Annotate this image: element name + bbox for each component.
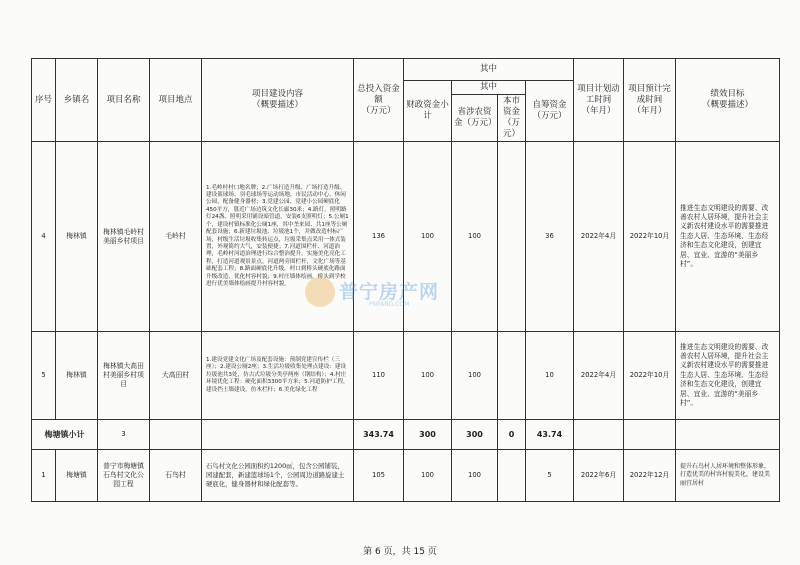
header-provincial: 省涉农资金（万元） bbox=[452, 95, 498, 142]
watermark-icon bbox=[305, 277, 335, 307]
row-town: 梅塘镇 bbox=[56, 450, 98, 502]
header-seq: 序号 bbox=[32, 59, 56, 142]
header-start: 项目计划动工时间 （年月） bbox=[574, 59, 624, 142]
row-city bbox=[498, 450, 526, 502]
row-self: 10 bbox=[526, 332, 574, 420]
subtotal-city: 0 bbox=[498, 420, 526, 450]
row-content: 石鸟村文化公园面积约1200㎡，包含公园铺装，园建配套，新建篮球场1个，公园周边道路旋建土硬底化，健身器材和绿化配套等。 bbox=[202, 450, 354, 502]
row-goal: 提升石鸟村人居环境和整体形象，打造优美的村容村貌美化，建设美丽宜居村 bbox=[676, 450, 780, 502]
row-start: 2022年6月 bbox=[574, 450, 624, 502]
row-content: 1.毛岭村村口地名牌；2.广场打造升级、广场打造升级、建设篮球场、羽毛球场等运动场地、市民活动中心、休闲公园，配备健身器材；3.党建公园、党建小公园硬底化450平方，篡近广场边筑文化长廊30米；4.路灯、照明路灯24盏、照明采用铺设暗管道，安装6支照明灯；5.公厕1个，建设村镇标准化公厕1座，其中垄来园、共1座等公厕配套设施；6.新建垃圾池、垃圾池1个，并做改造村标广场，村级生活垃圾收集转运点，垃圾采集点采用一体式装置，外观简约大气，安装便捷；7.河道围栏杆、河道治理，毛岭村河道治理进行综合整治提升，实施美化亮化工程，打造河道观景景点，河道两旁围栏杆，文化广场等基础配套工程；8.路面硬底化升级，村口到桥头硬底化路面升级改造，优化村容村貌；9.村庄墙体绘画，桥头到学校进行优美墙体绘画提升村容村貌。 bbox=[202, 142, 354, 332]
row-project-name: 普宁市梅塘镇石鸟村文化公园工程 bbox=[98, 450, 150, 502]
row-town: 梅林镇 bbox=[56, 332, 98, 420]
row-self: 36 bbox=[526, 142, 574, 332]
subtotal-total: 343.74 bbox=[354, 420, 404, 450]
table-row bbox=[32, 450, 780, 502]
subtotal-label: 梅塘镇小计 bbox=[32, 420, 98, 450]
watermark-text: 普宁房产网 bbox=[339, 281, 440, 303]
row-provincial: 100 bbox=[452, 450, 498, 502]
row-location: 毛岭村 bbox=[150, 142, 202, 332]
row-project-name: 梅林镇大高田村美丽乡村项目 bbox=[98, 332, 150, 420]
row-seq: 1 bbox=[32, 450, 56, 502]
subtotal-row bbox=[32, 420, 780, 450]
row-location: 大高田村 bbox=[150, 332, 202, 420]
header-fiscal: 财政资金小计 bbox=[404, 81, 452, 142]
row-start: 2022年4月 bbox=[574, 142, 624, 332]
header-finish: 项目预计完成时间 （年月） bbox=[624, 59, 676, 142]
row-project-name: 梅林镇毛岭村美丽乡村项目 bbox=[98, 142, 150, 332]
header-total: 总投入资金额 （万元） bbox=[354, 59, 404, 142]
header-of-which-2: 其中 bbox=[452, 81, 526, 95]
row-total: 110 bbox=[354, 332, 404, 420]
row-seq: 5 bbox=[32, 332, 56, 420]
subtotal-count: 3 bbox=[98, 420, 150, 450]
header-location: 项目地点 bbox=[150, 59, 202, 142]
header-self-funds: 自筹资金（万元） bbox=[526, 81, 574, 142]
row-self: 5 bbox=[526, 450, 574, 502]
row-fiscal: 100 bbox=[404, 142, 452, 332]
row-seq: 4 bbox=[32, 142, 56, 332]
subtotal-self: 43.74 bbox=[526, 420, 574, 450]
header-of-which: 其中 bbox=[404, 59, 574, 81]
row-content: 1.建设党建文化广场及配套设施：预制党建宣传栏（三座）；2.建设公厕2座；3.生活垃圾收集处理点建设：建设垃圾池共3处，仿古式垃圾分类亭两座（钢结构）；4.村庄环境优化工程：硬化面积3300平方米；5.河道防护工程，建设挡土墙建设，仿木栏杆；6.美化绿化工程 bbox=[202, 332, 354, 420]
row-city bbox=[498, 332, 526, 420]
row-start: 2022年4月 bbox=[574, 332, 624, 420]
page-footer: 第 6 页，共 15 页 bbox=[363, 547, 437, 557]
row-provincial: 100 bbox=[452, 332, 498, 420]
header-town: 乡镇名 bbox=[56, 59, 98, 142]
row-provincial: 100 bbox=[452, 142, 498, 332]
subtotal-fiscal: 300 bbox=[404, 420, 452, 450]
row-goal: 推进生态文明建设的需要、改善农村人居环境，提升社会主义新农村建设水平的需要推进生态人居、生态环境、生态经济和生态文化建设，创建宜居、宜业、宜游的“美丽乡村”。 bbox=[676, 142, 780, 332]
header-city: 本市资金（万元） bbox=[498, 95, 526, 142]
row-total: 105 bbox=[354, 450, 404, 502]
row-location: 石鸟村 bbox=[150, 450, 202, 502]
header-goal: 绩效目标 （概要描述） bbox=[676, 59, 780, 142]
row-goal: 推进生态文明建设的需要、改善农村人居环境，提升社会主义新农村建设水平的需要推进生态人居、生态环境、生态经济和生态文化建设，创建宜居、宜业、宜游的“美丽乡村”。 bbox=[676, 332, 780, 420]
row-finish: 2022年12月 bbox=[624, 450, 676, 502]
table-row bbox=[32, 332, 780, 420]
row-town: 梅林镇 bbox=[56, 142, 98, 332]
row-finish: 2022年10月 bbox=[624, 332, 676, 420]
row-finish: 2022年10月 bbox=[624, 142, 676, 332]
header-content: 项目建设内容 （概要描述） bbox=[202, 59, 354, 142]
row-fiscal: 100 bbox=[404, 450, 452, 502]
row-total: 136 bbox=[354, 142, 404, 332]
watermark-subtext: PNFANG.COM bbox=[369, 301, 410, 308]
row-city bbox=[498, 142, 526, 332]
row-fiscal: 100 bbox=[404, 332, 452, 420]
header-project-name: 项目名称 bbox=[98, 59, 150, 142]
subtotal-provincial: 300 bbox=[452, 420, 498, 450]
watermark-logo bbox=[305, 275, 455, 311]
